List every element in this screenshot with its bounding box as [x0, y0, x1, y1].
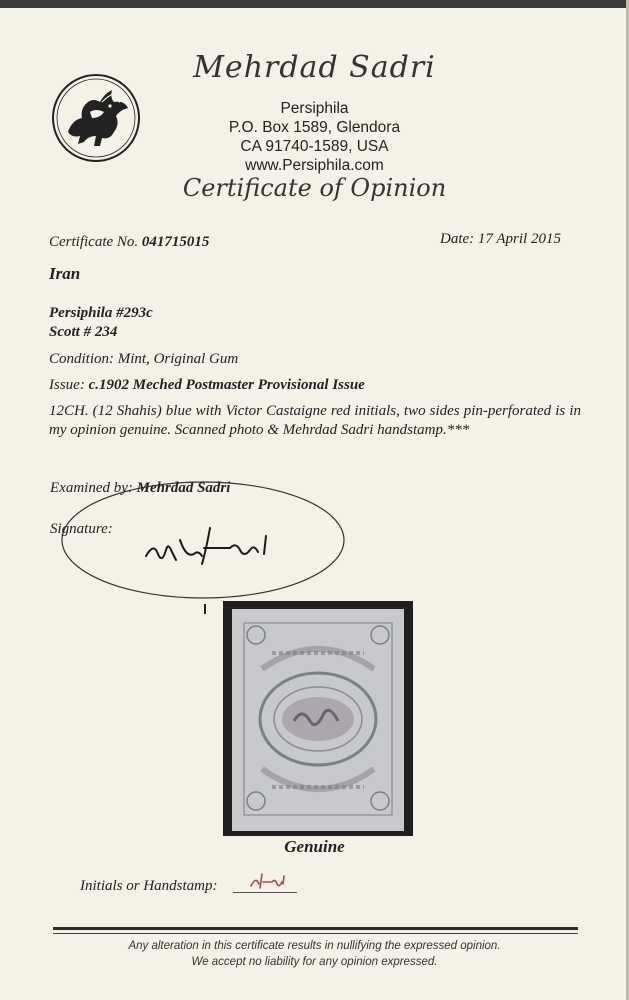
header-address-block: [0, 99, 629, 175]
certifier-name: Mehrdad Sadri: [193, 50, 436, 85]
certificate-number-row: [49, 234, 209, 251]
document-title: Certificate of Opinion: [182, 174, 447, 202]
address-line-1: P.O. Box 1589, Glendora: [228, 119, 401, 136]
issue-label: Issue:: [49, 377, 85, 393]
examiner-row: [50, 480, 230, 497]
crop-mark: [204, 604, 206, 614]
initials-underline: [233, 892, 297, 893]
signature-label: Signature:: [50, 521, 113, 537]
examiner-label: Examined by:: [50, 480, 133, 496]
footer-rule-thick: [53, 927, 578, 930]
handwritten-signature: [140, 520, 300, 570]
verdict-label: Genuine: [284, 837, 345, 856]
certificate-number: 041715015: [141, 234, 210, 250]
scott-catalog-number: Scott # 234: [49, 324, 118, 340]
address-line-2: CA 91740-1589, USA: [240, 138, 389, 155]
condition-row: [49, 351, 238, 368]
issue-value: c.1902 Meched Postmaster Provisional Issue: [88, 377, 365, 393]
issue-row: [49, 377, 365, 394]
initials-label: Initials or Handstamp:: [80, 878, 218, 894]
disclaimer-line-1: Any alteration in this certificate results in nullifying the expressed opinion.: [128, 940, 501, 952]
certificate-date: 17 April 2015: [477, 231, 561, 247]
website-link: www.Persiphila.com: [245, 157, 384, 174]
disclaimer-line-2: We accept no liability for any opinion expressed.: [191, 956, 438, 968]
stamp-photo: [232, 609, 404, 831]
handstamp-initials: [248, 870, 288, 892]
company-name: Persiphila: [280, 100, 349, 117]
stamp-description: 12CH. (12 Shahis) blue with Victor Castaigne red initials, two sides pin-perforated is in my opinion genuine. Scanned photo & Mehrdad Sadri handstamp.***: [49, 403, 581, 438]
persiphila-catalog-number: Persiphila #293c: [49, 305, 153, 321]
footer-rule-thin: [53, 933, 578, 934]
examiner-name: Mehrdad Sadri: [136, 480, 231, 496]
condition-value: Mint, Original Gum: [117, 351, 239, 367]
certificate-number-label: Certificate No.: [49, 234, 139, 250]
date-label: Date:: [440, 231, 475, 247]
footer-disclaimer: [0, 938, 629, 970]
country-name: Iran: [49, 264, 81, 283]
condition-label: Condition:: [49, 351, 115, 367]
top-border: [0, 0, 629, 8]
date-row: [440, 231, 561, 248]
